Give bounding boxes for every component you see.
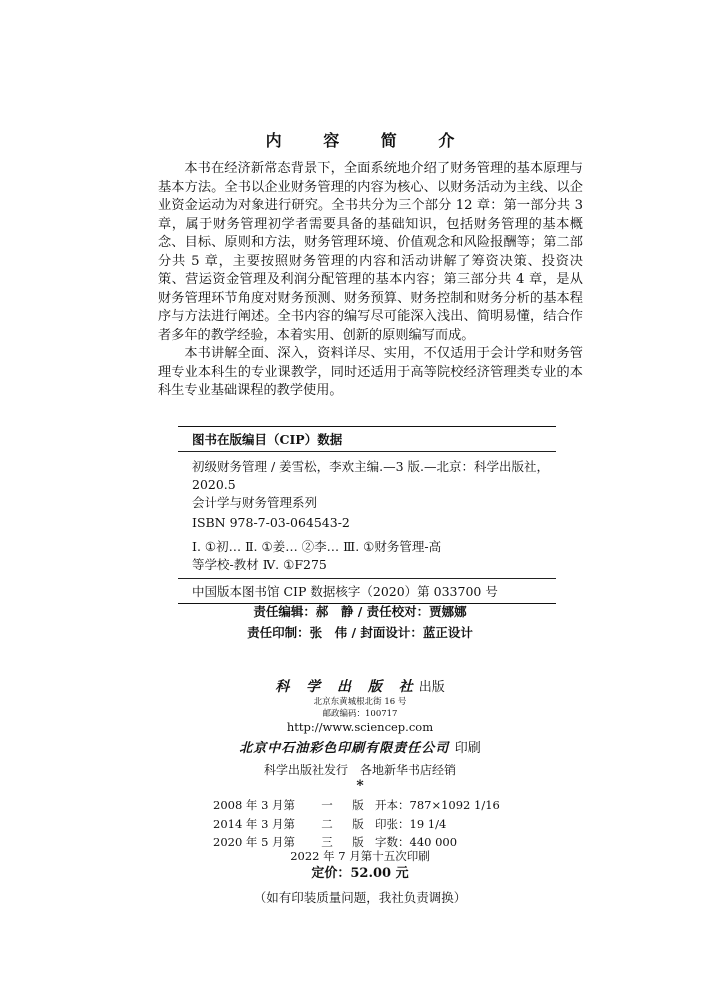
- publisher-block: [0, 676, 720, 794]
- edition-unit: 版: [352, 798, 364, 812]
- cip-classification: Ⅰ. ①初… Ⅱ. ①姜… ②李… Ⅲ. ①财务管理-高: [192, 539, 442, 554]
- printer-suffix: 印刷: [454, 741, 481, 756]
- publisher-name: [0, 676, 720, 696]
- edition-table: [213, 796, 500, 852]
- publisher-url[interactable]: http://www.sciencep.com: [286, 720, 434, 734]
- cip-record: [178, 426, 556, 604]
- credits-production-line: 责任印制：张 伟 / 封面设计：蓝正设计: [247, 625, 473, 640]
- cip-heading: 图书在版编目（CIP）数据: [192, 432, 343, 447]
- edition-row: [213, 796, 500, 815]
- edition-date: 2014 年 3 月第: [213, 816, 296, 831]
- intro-body: [158, 160, 583, 401]
- publisher-address: 北京东黄城根北街 16 号: [313, 697, 407, 707]
- cip-title-line: 初级财务管理 / 姜雪松，李欢主编.—3 版.—北京：科学出版社，: [192, 459, 550, 474]
- printer-name: 北京中石油彩色印刷有限责任公司: [239, 741, 450, 756]
- cip-classification: 等学校-教材 Ⅳ. ①F275: [192, 557, 327, 572]
- credits: [0, 601, 720, 643]
- distribution: 科学出版社发行 各地新华书店经销: [263, 763, 456, 777]
- cip-record-number: 中国版本图书馆 CIP 数据核字（2020）第 033700 号: [192, 584, 498, 599]
- cip-series: 会计学与财务管理系列: [192, 495, 318, 510]
- intro-paragraph: 本书讲解全面、深入，资料详尽、实用，不仅适用于会计学和财务管理专业本科生的专业课教学，同时还适用于高等院校经济管理类专业的本科生专业基础课程的教学使用。: [158, 346, 583, 398]
- publisher-name-suffix: 出版: [418, 680, 445, 695]
- edition-number: 三: [321, 835, 333, 849]
- intro-title: 内 容 简 介: [265, 131, 473, 150]
- separator-asterisk: *: [356, 778, 364, 794]
- quality-note: （如有印装质量问题，我社负责调换）: [253, 890, 467, 905]
- credits-editor-line: 责任编辑：郝 静 / 责任校对：贾娜娜: [253, 604, 467, 619]
- edition-spec: 开本：787×1092 1/16: [375, 798, 500, 812]
- publisher-logo-text: 科 学 出 版 社: [275, 679, 419, 695]
- cip-isbn: ISBN 978-7-03-064543-2: [192, 515, 350, 530]
- intro-paragraph: 本书在经济新常态背景下，全面系统地介绍了财务管理的基本原理与基本方法。全书以企业财务管理的内容为核心、以财务活动为主线、以企业资金运动为对象进行研究。全书共分为三个部分 12 章：第一部分共 3 章，属于财务管理初学者需要具备的基础知识，包括财务管理的基本概念、目标、原则和方法，财务管理环境、价值观念和风险报酬等；第二部分共 5 章，主要按照财务管理的内容和活动讲解了筹资决策、投资决策、营运资金管理及利润分配管理的基本内容；第三部分共 4 章，是从财务管理环节角度对财务预测、财务预算、财务控制和财务分析的基本程序与方法进行阐述。全书内容的编写尽可能深入浅出、简明易懂，结合作者多年的教学经验，本着实用、创新的原则编写而成。: [158, 161, 583, 343]
- edition-number: 一: [321, 798, 333, 812]
- edition-spec: 印张：19 1/4: [375, 816, 447, 831]
- cip-title-line: 2020.5: [192, 477, 236, 492]
- publisher-postcode: 邮政编码：100717: [322, 709, 398, 719]
- edition-number: 二: [321, 816, 333, 831]
- edition-spec: 字数：440 000: [375, 835, 458, 849]
- printing-info: 2022 年 7 月第十五次印刷: [290, 849, 430, 863]
- edition-date: 2008 年 3 月第: [213, 798, 296, 812]
- edition-unit: 版: [352, 835, 364, 849]
- edition-unit: 版: [352, 816, 364, 831]
- edition-date: 2020 年 5 月第: [213, 835, 296, 849]
- edition-row: [213, 815, 500, 834]
- cip-entry: [178, 452, 556, 578]
- printer: [0, 737, 720, 756]
- price: 定价：52.00 元: [311, 866, 409, 881]
